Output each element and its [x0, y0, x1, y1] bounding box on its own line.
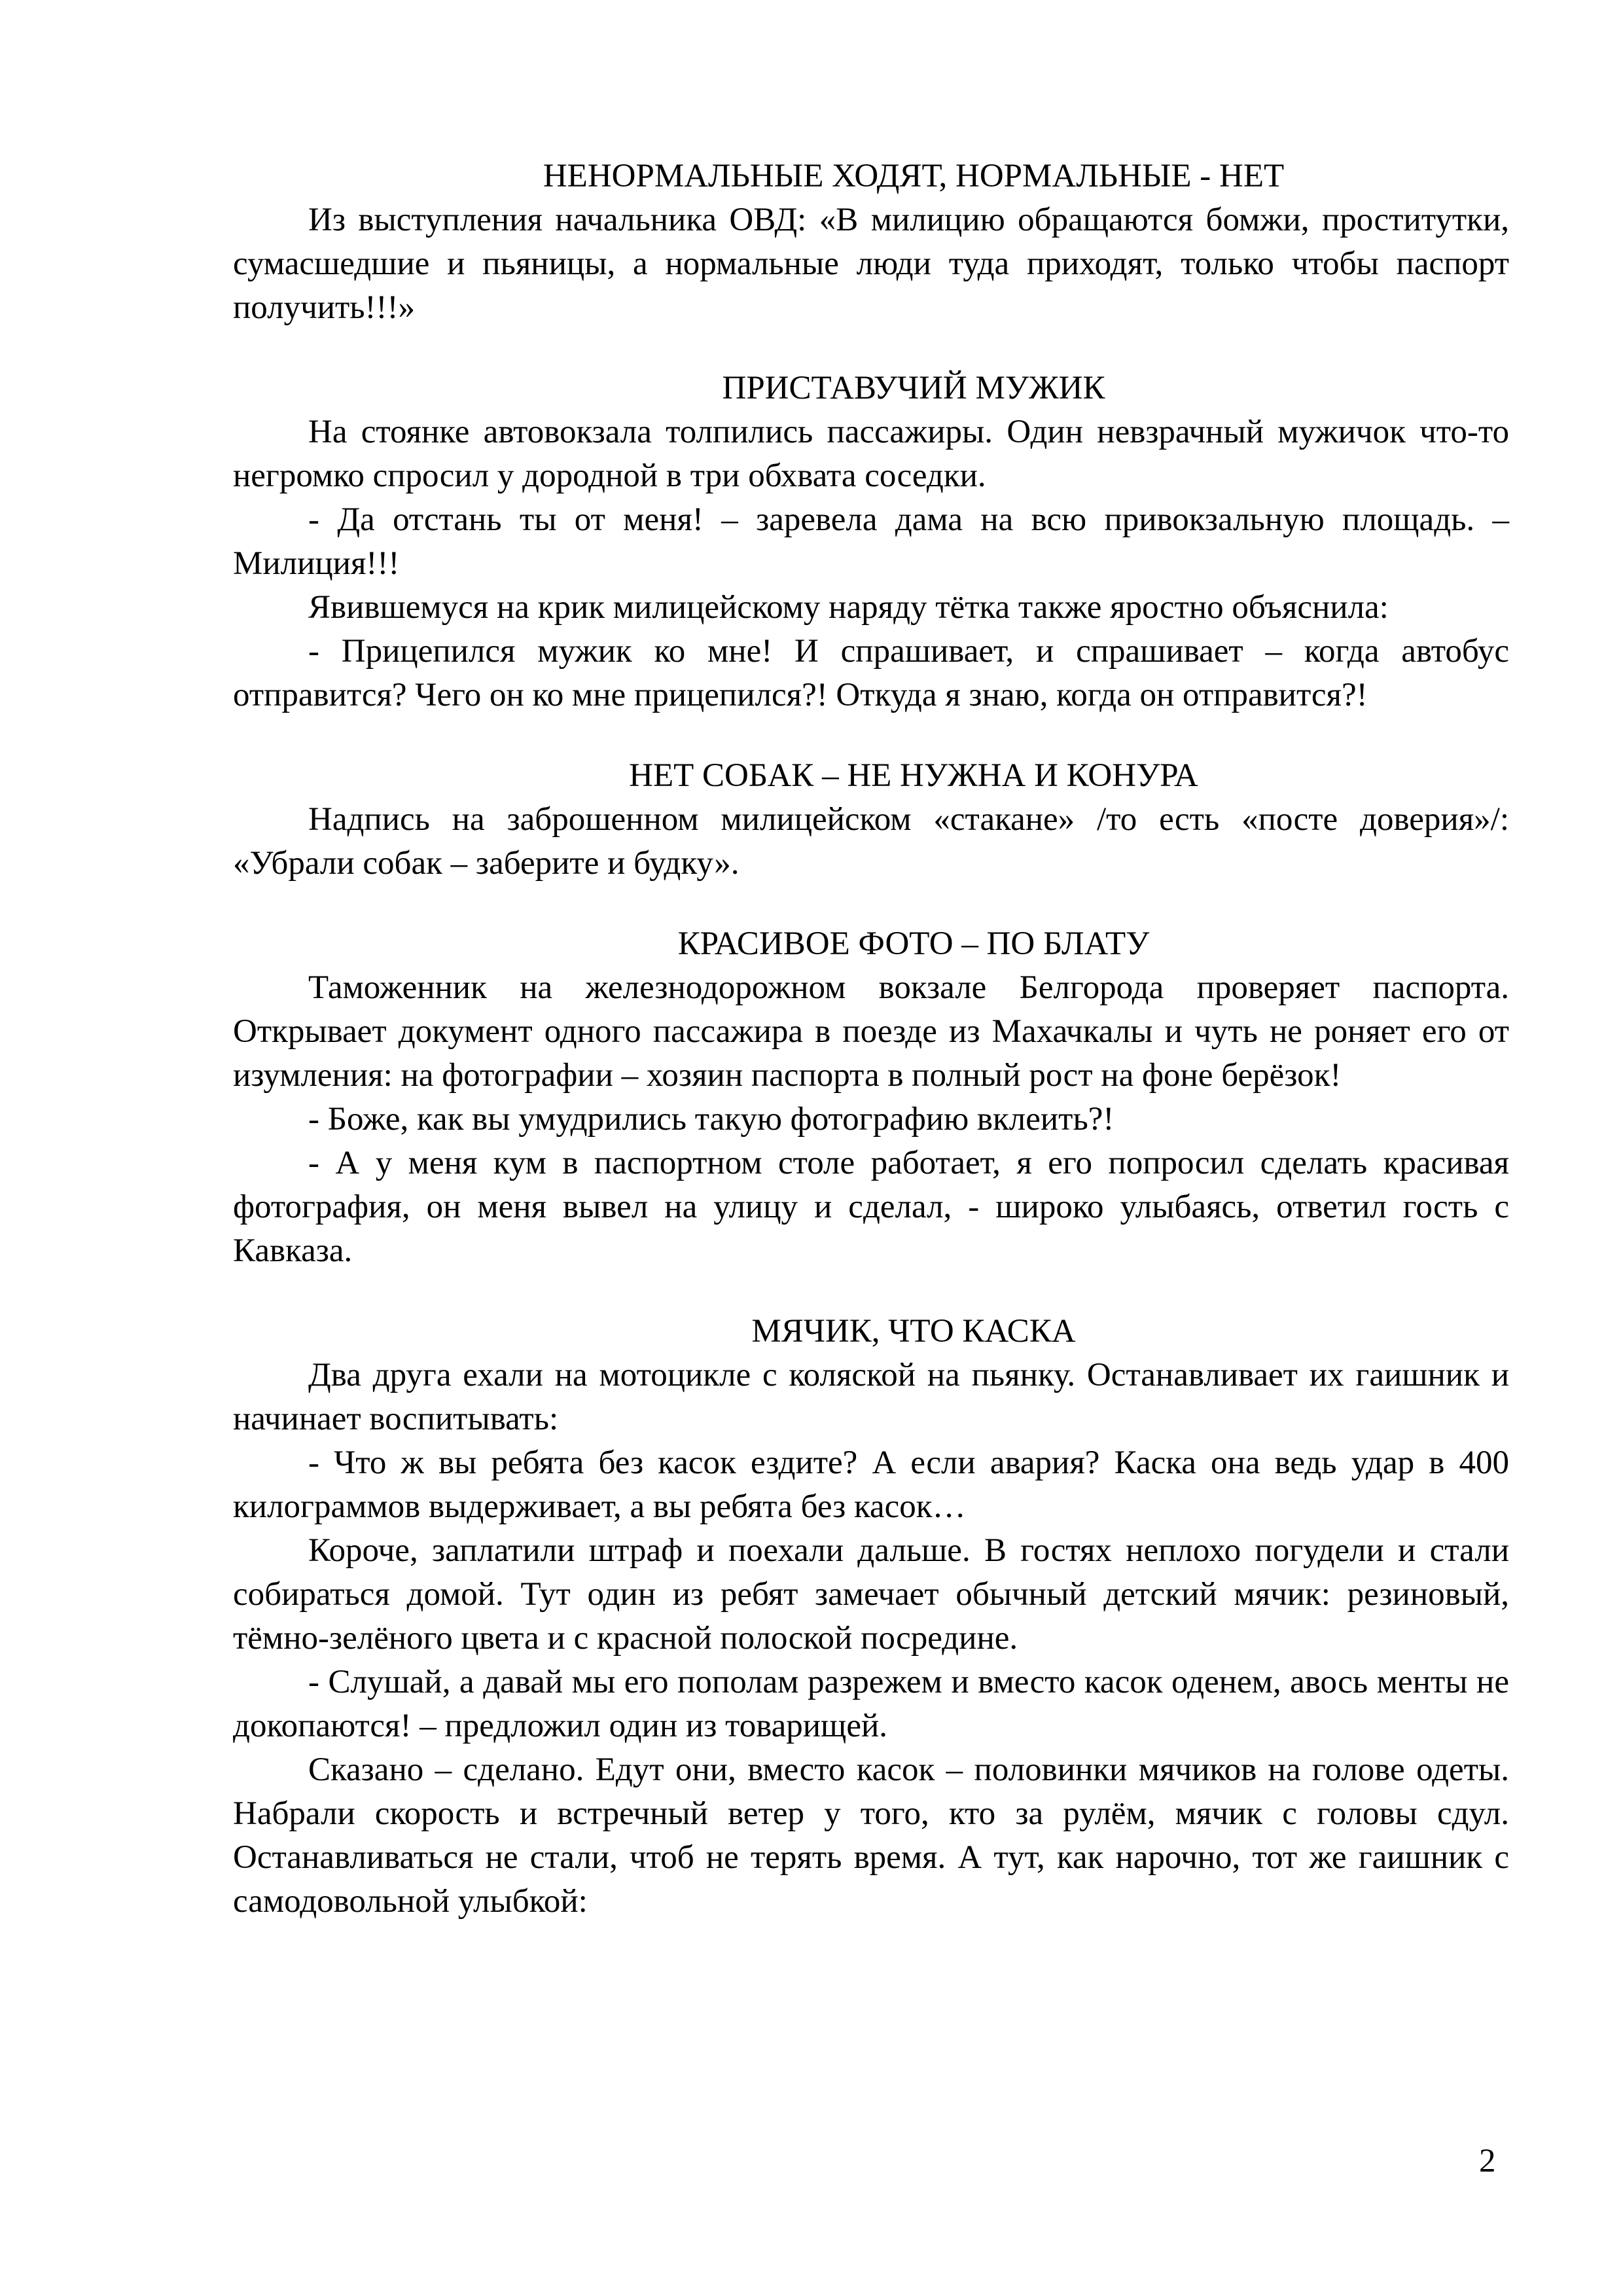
story-paragraph: - Да отстань ты от меня! – заревела дама на всю привокзальную площадь. – Милиция!!! [233, 501, 1509, 582]
story-paragraph: Таможенник на железнодорожном вокзале Белгорода проверяет паспорта. Открывает документ одного пассажира в поезде из Махачкалы и чуть не роняет его от изумления: на фотографии – хозяин паспорта в полный рост на фоне берёзок! [233, 969, 1509, 1094]
story-ball-helmet [233, 1310, 1509, 1924]
story-title: КРАСИВОЕ ФОТО – ПО БЛАТУ [677, 925, 1150, 962]
story-abnormal-come [233, 154, 1509, 330]
page-number: 2 [1479, 2143, 1496, 2179]
story-title: ПРИСТАВУЧИЙ МУЖИК [722, 370, 1105, 406]
story-paragraph: - Боже, как вы умудрились такую фотографию вклеить?! [308, 1101, 1115, 1138]
story-paragraph: - Что ж вы ребята без касок ездите? А если авария? Каска она ведь удар в 400 килограммов выдерживает, а вы ребята без касок… [233, 1444, 1509, 1525]
story-paragraph: - Прицепился мужик ко мне! И спрашивает, и спрашивает – когда автобус отправится? Чего он ко мне прицепился?! Откуда я знаю, когда он отправится?! [233, 633, 1509, 713]
story-paragraph: - А у меня кум в паспортном столе работает, я его попросил сделать красивая фотография, он меня вывел на улицу и сделал, - широко улыбаясь, ответил гость с Кавказа. [233, 1145, 1509, 1269]
story-paragraph: Сказано – сделано. Едут они, вместо касок – половинки мячиков на голове одеты. Набрали скорость и встречный ветер у того, кто за рулём, мячик с головы сдул. Останавливаться не стали, чтоб не терять время. А тут, как нарочно, тот же гаишник с самодовольной улыбкой: [233, 1751, 1509, 1920]
story-title: НЕТ СОБАК – НЕ НУЖНА И КОНУРА [629, 757, 1198, 794]
story-paragraph: Надпись на заброшенном милицейском «стакане» /то есть «посте доверия»/: «Убрали собак – заберите и будку». [233, 801, 1509, 882]
story-paragraph: Явившемуся на крик милицейскому наряду тётка также яростно объяснила: [308, 589, 1389, 626]
story-paragraph: Короче, заплатили штраф и поехали дальше. В гостях неплохо погудели и стали собираться домой. Тут один из ребят замечает обычный детский мячик: резиновый, тёмно-зелёного цвета и с красной полоской посредине. [233, 1532, 1509, 1657]
document-body [233, 154, 1509, 1960]
story-paragraph: На стоянке автовокзала толпились пассажиры. Один невзрачный мужичок что-то негромко спросил у дородной в три обхвата соседки. [233, 414, 1509, 494]
story-paragraph: - Слушай, а давай мы его пополам разрежем и вместо касок оденем, авось менты не докопаются! – предложил один из товарищей. [233, 1664, 1509, 1744]
story-paragraph: Два друга ехали на мотоцикле с коляской на пьянку. Останавливает их гаишник и начинает воспитывать: [233, 1357, 1509, 1437]
story-annoying-man [233, 367, 1509, 717]
story-title: МЯЧИК, ЧТО КАСКА [751, 1313, 1076, 1350]
story-no-dogs [233, 754, 1509, 886]
story-paragraph: Из выступления начальника ОВД: «В милицию обращаются бомжи, проститутки, сумасшедшие и пьяницы, а нормальные люди туда приходят, только чтобы паспорт получить!!!» [233, 202, 1509, 326]
story-title: НЕНОРМАЛЬНЫЕ ХОДЯТ, НОРМАЛЬНЫЕ - НЕТ [543, 158, 1285, 194]
story-beautiful-photo [233, 922, 1509, 1273]
